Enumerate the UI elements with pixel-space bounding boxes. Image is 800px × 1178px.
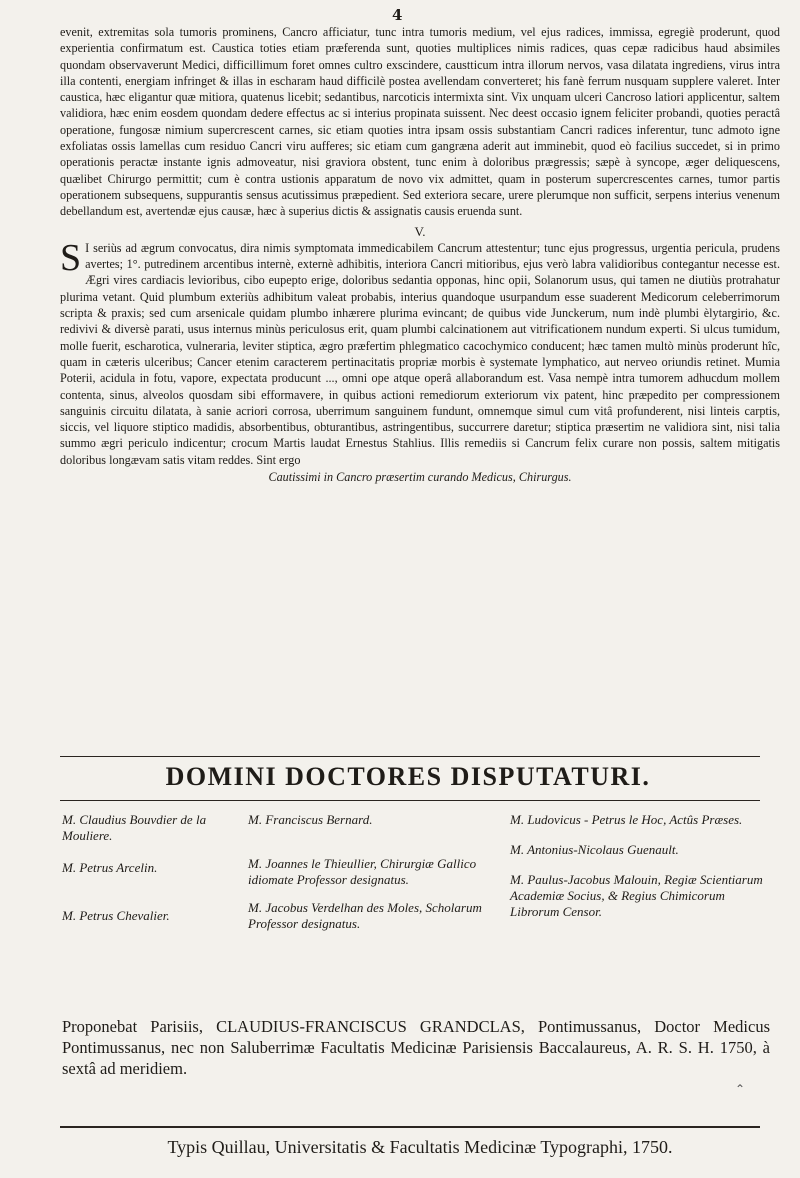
doctor-entry: M. Jacobus Verdelhan des Moles, Scholarum Professor designatus. — [248, 900, 482, 931]
doctor-entry: M. Claudius Bouvdier de la Mouliere. — [62, 812, 207, 843]
doctors-column-1 — [62, 812, 240, 936]
fold-mark: ⌃ — [735, 1082, 746, 1096]
closing-line: Cautissimi in Cancro præsertim curando Medicus, Chirurgus. — [268, 470, 572, 485]
proponebat-statement: Proponebat Parisiis, CLAUDIUS-FRANCISCUS GRANDCLAS, Pontimussanus, Doctor Medicus Pontimussanus, nec non Saluberrimæ Facultatis Medicinæ Parisiensis Baccalaureus, A. R. S. H. 1750, à sextâ ad meridiem. — [62, 1017, 770, 1078]
paragraph-advanced-cancer-text: I seriùs ad ægrum convocatus, dira nimis symptomata immedicabilem Cancrum attestentur; tunc ejus progressus, urgentia pericula, prudens avertes; 1°. putredinem arcentibus internè, externè adhibitis, interiora Cancri mitioribus, ejus verò labra validioribus contegantur necesse est. Ægri vires cardiacis levioribus, cibo eupepto erige, doloribus sedantia opponas, hinc opii, Solanorum usus, qui tamen ne diutiùs protrahatur plurima vetant. Quid plumbum exteriùs adhibitum valeat probabis, interius quandoque usurpandum esse suaderent Medicorum celeberrimorum scripta & praxis; sed cum arsenicale quidam plumbo inhærere plurima evincant; de quibus vide Junckerum, num indè plumbi èlytargirio, &c. redivivi & diversè parati, usus internus minùs periculosus erit, quam plumbi calcinationem aut vitrificationem nundum experti. Si ulcus tumidum, molle fuerit, escharotica, vulneraria, leviter stiptica, ægro præfertim phlegmatico cacochymico conducent; hæc tamen multò minùs proderunt hîc, quam in cæteris ulceribus; Cancer etenim caracterem pertinacitatis propriæ morbis è systemate lymphatico, aut nerveo oriundis retinet. Mumia Poterii, acidula in fotu, vapore, expectata producunt ..., omni ope atque operâ allaborandum est. Vasa nempè intra tumorem adhucdum mollem contenta, sinus, alveolos quosdam sibi efformavere, in quibus actioni remediorum exteriorum vix patent, hinc præpedito per compressionem sanguinis circuitu dilatata, à sanie acriori corrosa, uberrimum sanguinem fundunt, omnemque simul cum vitâ profunderent, nisi linteis carptis, siccis, vel liquore stiptico madidis, absorbentibus, obturantibus, astringentibus, succurrere daretur; stiptica præsertim ne validiora sint, nisi talia summo ægri periculo indicentur; crocum Martis laudat Ernestus Stahlius. Illis remediis si Cancrum felix curare non possis, saltem mitigatis doloribus longævam satis vitam reddes. Sint ergo — [60, 240, 780, 467]
page-number: 4 — [392, 6, 403, 24]
disputaturi-title: DOMINI DOCTORES DISPUTATURI. — [165, 762, 651, 791]
doctor-entry: M. Petrus Chevalier. — [62, 908, 170, 923]
doctor-entry: M. Ludovicus - Petrus le Hoc, Actûs Præses. — [510, 812, 743, 827]
top-rule — [60, 756, 760, 757]
printer-line: Typis Quillau, Universitatis & Facultatis Medicinæ Typographi, 1750. — [167, 1137, 673, 1157]
doctor-entry: M. Franciscus Bernard. — [248, 812, 373, 827]
title-underline — [60, 800, 760, 801]
bottom-rule — [60, 1126, 760, 1128]
doctors-column-3 — [510, 812, 776, 932]
doctors-column-2 — [248, 812, 498, 944]
drop-cap: S — [60, 236, 82, 279]
main-text-block — [60, 24, 780, 485]
doctor-entry: M. Paulus-Jacobus Malouin, Regiæ Scientiarum Academiæ Socius, & Regius Chimicorum Librorum Censor. — [510, 872, 763, 919]
doctor-entry: M. Joannes le Thieullier, Chirurgiæ Gallico idiomate Professor designatus. — [248, 856, 477, 887]
section-heading: V. — [414, 223, 426, 239]
paragraph-advanced-cancer — [60, 236, 780, 468]
doctor-entry: M. Petrus Arcelin. — [62, 860, 158, 875]
doctor-entry: M. Antonius-Nicolaus Guenault. — [510, 842, 679, 857]
paragraph-caustics: evenit, extremitas sola tumoris prominens, Cancro afficiatur, tunc intra tumoris medium, vel ejus radices, immissa, egregiè proderunt, quod experientia confirmatum est. Caustica toties etiam præferenda sunt, quoties multiplices nimis radices, quas cepæ radicibus haud absimiles quondam observaverunt Medici, difficillimum foret omnes cultro exscindere, caustticum intra illorum nervos, vasa dilatata ingrediens, virus intra illa contenti, energiam infringet & illas in escharam haud difficilè postea avellendam converteret; his fanè ferrum nusquam supplere valeret. Inter caustica, hæc eligantur quæ mitiora, quatenus licebit; sedantibus, narcoticis intermixta sint. Vix unquam ulceri Cancroso latiori applicentur, saltem validiora, hæc enim eosdem quondam dedere effectus ac si interius propinata suissent. Nec deest occasio ignem feliciter probandi, quoties peractâ operatione, fungosæ nimium supercrescent carnes, sic etiam quoties intra ipsam ossis substantiam Cancri radices inferentur, tunc admoto igne exfoliatas ossis lamellas cum residuo Cancri viru aufferes; sic etiam cum gangræna aderit aut imminebit, quod eò facilius succedet, si in primo operationis peractæ instante ignis admoveatur, nisi graviora obstent, tunc enim à doloribus prægressis; sæpè à syncope, æger deliquescens, quælibet Chirurgo permittit; cum è contra ustionis apparatum de novo vix admittet, quam in posterum supercrescentes carnes, tumor partis operationem subsequens, suppurantis sensus acutissimus præpedient. Sed exteriora secare, urere plerumque non sufficit, serpens interius venenum debellandum est, avertendæ ejus causæ, hæc à superius dictis & assignatis causis eruenda sunt. — [60, 25, 780, 219]
